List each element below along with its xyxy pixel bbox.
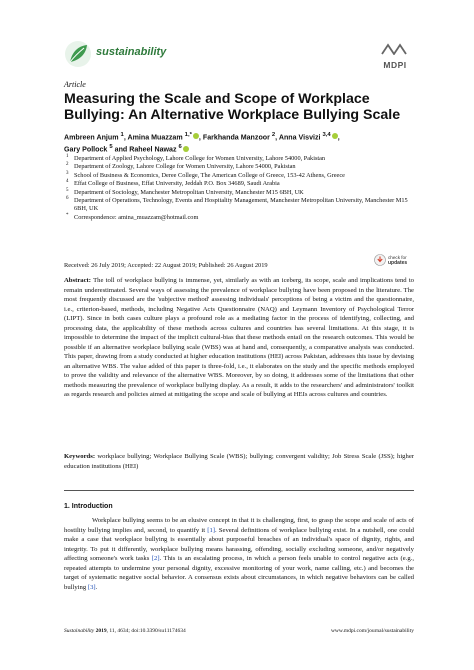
affiliation-list [64, 155, 414, 222]
author-name[interactable]: Ambreen Anjum [64, 133, 119, 142]
orcid-icon[interactable] [193, 133, 199, 139]
mdpi-mark-icon [374, 43, 416, 55]
author-name[interactable]: Amina Muazzam [127, 133, 183, 142]
author-sup: 3,4 [322, 132, 331, 138]
abstract-label: Abstract: [64, 277, 91, 284]
publication-dates: Received: 26 July 2019; Accepted: 22 August 2019; Published: 26 August 2019 [64, 262, 268, 269]
footer-citation: Sustainability 2019, 11, 4634; doi:10.3390/su11174634 [64, 628, 186, 634]
updates-line1: check for [388, 255, 407, 260]
author-sup: 6 [178, 144, 182, 151]
affiliation-item: 2 Department of Zoology, Lahore College for Women University, Lahore 54000, Pakistan [66, 162, 296, 171]
abstract-text: The toll of workplace bullying is immense, yet, similarly as with an iceberg, its scope, scale and implications tend to remain underestimated. Several ways of assessing the prevalence of workplace bullying have been proposed in the literature. The most frequently discussed are the 'subjective method' assessing individuals' perceptions of being a victim and the questionnaire, i.e., criterion-based, methods, including Negative Acts Questionnaire (NAQ) and Leymann Inventory of Psychological Terror (LIPT). Since in both cases culture plays a profound role as a mediating factor in the process of identifying, collecting, and processing data, the applicability of these methods across cultures and countries has several limitations. At this stage, it is impossible to determine the impact of the implicit cultural-bias that these methods entail on the research outcomes. This would be possible if an alternative workplace bullying scale (WBS) was at hand and, consequently, a comparative analysis was conducted. This paper, drawing from a study conducted at higher education institutions (HEI) across Pakistan, addresses this issue by devising an alternative WBS. The value added of this paper is three-fold, i.e., it elaborates on the study and the specific methods employed to prove the validity and relevance of the alternative WBS. Moreover, by so doing, it addresses some of the limitations that other methods measuring the prevalence of workplace bullying display. As a result, it adds to the researchers' and administrators' toolkit as regards research and policies aimed at mitigating the scope and scale of bullying at HEIs across cultures and countries. [64, 277, 414, 398]
check-for-updates-badge[interactable] [374, 253, 414, 269]
journal-header [64, 40, 414, 70]
footer-url[interactable]: www.mdpi.com/journal/sustainability [330, 628, 414, 634]
author-sup: 2 [271, 132, 276, 138]
keywords-text: workplace bullying; Workplace Bullying Scale (WBS); bullying; convergent validity; Job Stress Scale (JSS); higher education institutions (HEI) [64, 453, 414, 470]
article-type: Article [64, 80, 86, 89]
intro-paragraph: Workplace bullying seems to be an elusive concept in that it is challenging, first, to grasp the scope and scale of acts of hostility bullying implies and, second, to quantify it [1]. Several definitions of workplace bullying exist. In a nutshell, one could make a case that workplace bullying is essentially about purposeful breaches of an individual's space of dignity, rights, and integrity. To put it differently, workplace bullying means harassing, offending, socially excluding someone, and/or negatively affecting someone's work tasks [2]. This is an escalating process, in which a person feels unable to control negative acts (e.g., repeated attempts to undermine your personal dignity, excessive monitoring of your work, name calling, etc.) and becomes the target of systematic negative social behavior. A consensus exists about circumstances, in which negative behaviors can be called bullying [3]. [64, 517, 414, 591]
abstract [64, 276, 414, 400]
author-name[interactable]: Gary Pollock [64, 145, 108, 154]
author-list: Ambreen Anjum $^1$, Amina Muazzam $^{1,*}$ , Farkhanda Manzoor $^2$, Anna Visvizi $^{3,4}$ , Gary Pollock $^5$ and Raheel Nawaz $^6$ [64, 132, 340, 154]
author-sup: 1 [120, 132, 124, 138]
section-divider [64, 490, 414, 491]
author-name[interactable]: Anna Visvizi [278, 133, 321, 142]
author-name[interactable]: Raheel Nawaz [129, 145, 177, 154]
citation-link[interactable]: [3] [87, 583, 96, 591]
correspondence[interactable]: * Correspondence: amina_muazzam@hotmail.com [66, 212, 199, 221]
author-sup: 1,* [184, 132, 192, 138]
journal-name: sustainability [96, 46, 167, 58]
paper-title: Measuring the Scale and Scope of Workplace Bullying: An Alternative Workplace Bullying Scale [64, 91, 401, 123]
affiliation-item: 6 Department of Operations, Technology, Events and Hospitality Management, Manchester Metropolitan University, Manchester M15 6BH, UK [66, 196, 408, 213]
author-sup: 5 [109, 144, 113, 151]
keywords-label: Keywords: [64, 453, 96, 460]
affiliation-item: 4 Effat College of Business, Effat University, Jeddah P.O. Box 34689, Saudi Arabia [66, 179, 280, 188]
affiliation-item: 1 Department of Applied Psychology, Lahore College for Women University, Lahore 54000, Pakistan [66, 154, 326, 162]
affiliation-item: 5 Department of Sociology, Manchester Metropolitan University, Manchester M15 6BH, UK [66, 187, 304, 196]
affiliation-item: 3 School of Business & Economics, Deree College, The American College of Greece, 153-42 Athens, Greece [66, 170, 345, 179]
mdpi-logo [374, 42, 416, 68]
section-heading: 1. Introduction [64, 503, 113, 510]
author-name[interactable]: Farkhanda Manzoor [202, 133, 270, 142]
citation-link[interactable]: [1] [207, 526, 215, 534]
orcid-icon[interactable] [183, 146, 189, 152]
sustainability-logo-icon [64, 40, 92, 68]
updates-line2: updates [388, 260, 408, 267]
publisher-name: MDPI [383, 60, 407, 70]
keywords [64, 452, 414, 471]
orcid-icon[interactable] [332, 133, 338, 139]
check-for-updates-icon [374, 254, 386, 266]
citation-link[interactable]: [2] [151, 555, 160, 562]
